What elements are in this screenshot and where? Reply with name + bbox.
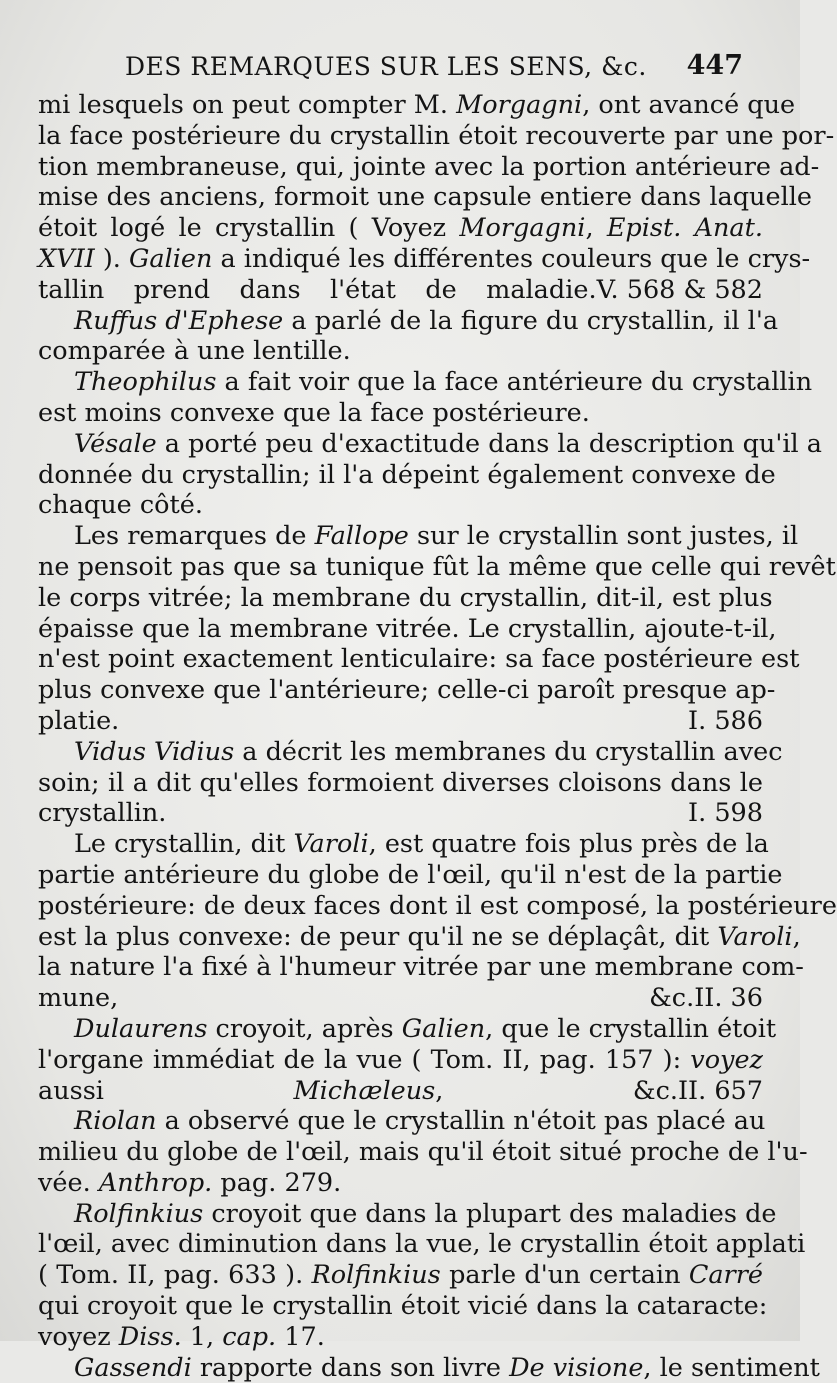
text-line: est la plus convexe: de peur qu'il ne se déplaçât, dit Varoli, <box>38 921 801 952</box>
italic-text: Vidus Vidius <box>74 736 235 767</box>
text-line: tion membraneuse, qui, jointe avec la portion antérieure ad- <box>38 151 820 182</box>
marginal-reference: I. 598 <box>688 798 763 829</box>
paragraph <box>38 521 836 737</box>
italic-text: Fallope <box>314 521 409 552</box>
text-line: vée. Anthrop. pag. 279. <box>38 1167 342 1198</box>
running-head: DES REMARQUES SUR LES SENS, &c. <box>125 52 647 81</box>
text-line: l'œil, avec diminution dans la vue, le crystallin étoit applati <box>38 1229 806 1260</box>
text-line: XVII ). Galien a indiqué les différentes couleurs que le crys- <box>38 243 811 274</box>
italic-text: Epist. Anat. <box>606 213 763 244</box>
italic-text: Dulaurens <box>74 1013 208 1044</box>
text-line: crystallin. I. 598 <box>38 798 763 829</box>
marginal-reference: V. 568 & 582 <box>596 274 763 305</box>
text-line: Gassendi rapporte dans son livre De visione, le sentiment <box>74 1352 820 1383</box>
text-line: Vidus Vidius a décrit les membranes du crystallin avec <box>74 736 783 767</box>
text-line: plus convexe que l'antérieure; celle-ci paroît presque ap- <box>38 675 776 706</box>
paragraph <box>38 305 779 368</box>
paragraph <box>38 90 835 306</box>
text-line: Riolan a observé que le crystallin n'étoit pas placé au <box>74 1106 766 1137</box>
italic-text: Morgagni <box>456 90 583 120</box>
italic-text: Riolan <box>74 1106 157 1137</box>
page-body <box>38 90 837 1383</box>
page-number: 447 <box>686 50 743 81</box>
text-line: n'est point exactement lenticulaire: sa face postérieure est <box>38 644 800 675</box>
text-line: aussi Michæleus, &c. II. 657 <box>38 1075 763 1106</box>
italic-text: XVII <box>38 243 95 274</box>
marginal-reference: II. 657 <box>677 1075 763 1106</box>
text-line: ( Tom. II, pag. 633 ). Rolfinkius parle d'un certain Carré <box>38 1260 764 1291</box>
text-line: la face postérieure du crystallin étoit recouverte par une por- <box>38 120 835 151</box>
text-line: Le crystallin, dit Varoli, est quatre fois plus près de la <box>74 829 769 860</box>
italic-text: Anthrop. <box>98 1167 213 1198</box>
italic-text: Diss. <box>118 1321 182 1352</box>
text-line: Theophilus a fait voir que la face antérieure du crystallin <box>74 367 813 398</box>
text-line: comparée à une lentille. <box>38 336 351 367</box>
italic-text: Rolfinkius <box>74 1198 204 1229</box>
text-line: étoit logé le crystallin ( Voyez Morgagni, Epist. Anat. <box>38 213 763 244</box>
text-line: est moins convexe que la face postérieure. <box>38 397 590 428</box>
text-line: l'organe immédiat de la vue ( Tom. II, pag. 157 ): voyez <box>38 1044 763 1075</box>
paragraph <box>38 829 837 1014</box>
text-line: Rolfinkius croyoit que dans la plupart des maladies de <box>74 1198 777 1229</box>
italic-text: Michæleus <box>293 1075 436 1106</box>
italic-text: voyez <box>690 1044 763 1075</box>
italic-text: Morgagni <box>459 213 586 244</box>
paragraph <box>38 1352 820 1383</box>
italic-text: Gassendi <box>74 1352 192 1383</box>
italic-text: Ruffus d'Ephese <box>74 305 284 336</box>
text-line: partie antérieure du globe de l'œil, qu'il n'est de la partie <box>38 859 783 890</box>
italic-text: Carré <box>688 1260 764 1291</box>
text-line: ne pensoit pas que sa tunique fût la même que celle qui revêt <box>38 551 836 582</box>
text-line: Dulaurens croyoit, après Galien, que le crystallin étoit <box>74 1013 777 1044</box>
italic-text: Galien <box>128 243 213 274</box>
text-line: Ruffus d'Ephese a parlé de la figure du crystallin, il l'a <box>74 305 779 336</box>
text-line: qui croyoit que le crystallin étoit vicié dans la cataracte: <box>38 1291 768 1322</box>
paragraph <box>38 428 822 521</box>
text-line: la nature l'a fixé à l'humeur vitrée par une membrane com- <box>38 952 804 983</box>
marginal-reference: II. 36 <box>694 983 763 1014</box>
italic-text: De visione <box>509 1352 644 1383</box>
italic-text: Varoli <box>717 921 793 952</box>
marginal-reference: I. 586 <box>688 705 763 736</box>
paragraph <box>38 367 813 429</box>
italic-text: Galien <box>401 1013 486 1044</box>
text-line: le corps vitrée; la membrane du crystallin, dit-il, est plus <box>38 582 773 613</box>
text-line: mi lesquels on peut compter M. Morgagni, ont avancé que <box>38 90 796 120</box>
text-line: Les remarques de Fallope sur le crystallin sont justes, il <box>74 521 799 552</box>
paragraph <box>38 736 783 829</box>
text-line: postérieure: de deux faces dont il est composé, la postérieure <box>38 890 837 921</box>
paragraph <box>38 1013 777 1106</box>
text-line: platie. I. 586 <box>38 705 763 736</box>
text-line: mune, &c. II. 36 <box>38 983 763 1014</box>
italic-text: cap. <box>222 1321 277 1352</box>
page-header <box>45 50 745 90</box>
italic-text: Theophilus <box>74 367 217 398</box>
paragraph <box>38 1198 806 1353</box>
text-line: tallin prend dans l'état de maladie. V. 568 & 582 <box>38 274 763 305</box>
italic-text: Rolfinkius <box>311 1260 441 1291</box>
italic-text: Varoli <box>293 829 369 860</box>
text-line: chaque côté. <box>38 490 203 521</box>
italic-text: Vésale <box>74 428 157 459</box>
text-line: soin; il a dit qu'elles formoient diverses cloisons dans le <box>38 767 763 798</box>
text-line: Vésale a porté peu d'exactitude dans la description qu'il a <box>74 428 822 459</box>
text-line: mise des anciens, formoit une capsule entiere dans laquelle <box>38 182 812 213</box>
text-line: voyez Diss. 1, cap. 17. <box>38 1321 325 1352</box>
text-line: donnée du crystallin; il l'a dépeint également convexe de <box>38 459 776 490</box>
text-line: milieu du globe de l'œil, mais qu'il étoit situé proche de l'u- <box>38 1137 808 1168</box>
paragraph <box>38 1106 808 1198</box>
text-line: épaisse que la membrane vitrée. Le crystallin, ajoute-t-il, <box>38 613 777 644</box>
